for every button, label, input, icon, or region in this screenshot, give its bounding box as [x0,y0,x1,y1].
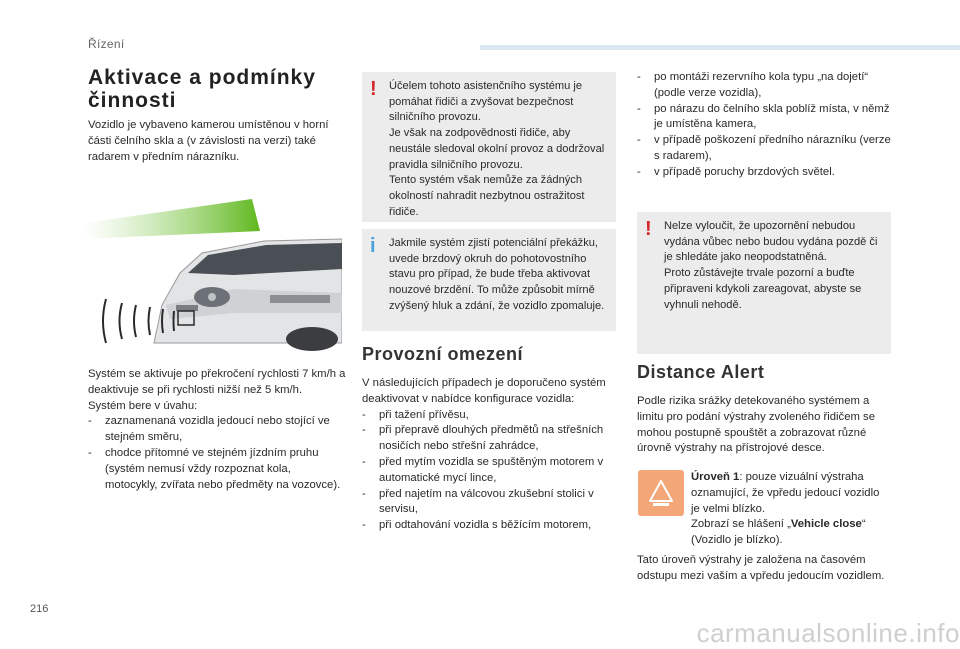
info-icon: i [370,235,376,257]
warning-text: Je však na zodpovědnosti řidiče, aby neustále sledoval okolní provoz a dodržoval pravidla silničního provozu. [389,127,605,171]
warning-box-1 [362,72,616,222]
col1-body [88,367,346,493]
camera-beam [84,199,260,239]
col2-list [362,408,618,534]
distance-alert-icon [638,470,684,516]
list-item: - zaznamenaná vozidla jedoucí nebo stojící ve stejném směru, [88,414,346,446]
warning-text: Účelem tohoto asistenčního systému je pomáhat řidiči a zvyšovat bezpečnost silničního provozu. [389,80,583,124]
col3-outro [637,553,893,585]
message-name: Vehicle close [790,518,862,531]
level1-text [691,470,891,517]
car-radar-illustration [84,193,342,353]
list-item: - při tažení přívěsu, [362,408,618,424]
col3-intro [637,394,893,457]
list-item: - při přepravě dlouhých předmětů na střešních nosičích nebo střešní zahrádce, [362,423,618,455]
level1-block [691,470,891,549]
col2-intro-text: V následujících případech je doporučeno systém deaktivovat v nabídce konfigurace vozidla: [362,377,606,405]
warning-text: Proto zůstávejte trvale pozorní a buďte připraveni kdykoli zareagovat, abyste se vyhnuli nehodě. [664,267,862,311]
level1-message [691,517,891,549]
level1-desc: : pouze vizuální výstraha oznamující, že vpředu jedoucí vozidlo je velmi blízko. [691,471,880,515]
warning-text: Nelze vyloučit, že upozornění nebudou vydána vůbec nebo budou vydána pozdě či je shledáte jako neopodstatněná. [664,220,878,264]
col3-list-block [637,70,891,181]
list-item: - před mytím vozidla se spuštěným motorem v automatické mycí lince, [362,455,618,487]
list-item: - chodce přítomné ve stejném jízdním pruhu (systém nemusí vždy rozpoznat kola, motocykly, zvířata nebo předměty na vozovce). [88,446,346,493]
section-heading-distance-alert: Distance Alert [637,362,765,382]
list-item: - po nárazu do čelního skla poblíž místa, v němž je umístěna kamera, [637,102,891,134]
header-bar [480,45,960,50]
col2-body [362,376,618,534]
message-suffix: “ (Vozidlo je blízko). [691,518,866,547]
col3-list [637,70,891,181]
warning-box-2 [637,212,891,354]
warning-icon: ! [645,218,652,240]
page-number: 216 [30,603,49,615]
col3-intro-text: Podle rizika srážky detekovaného systémem a limitu pro podání výstrahy zvoleného řidičem se mohou postupně spouštět a zobrazovat různé úrovně výstrahy na přístrojové desce. [637,395,875,455]
section-label: Řízení [88,37,125,51]
info-text: Jakmile systém zjistí potenciální překážku, uvede brzdový okruh do pohotovostního stavu pro případ, že bude třeba aktivovat nouzové brzdění. To může způsobit mírně zvýšený hluk a zdání, že vozidlo zpomaluje. [389,237,605,312]
message-prefix: Zobrazí se hlášení „ [691,518,791,531]
car-warning-icon [638,470,684,516]
col1-considers-text: Systém bere v úvahu: [88,399,198,412]
col1-speed-text: Systém se aktivuje po překročení rychlosti 7 km/h a deaktivuje se při rychlosti nižší než 5 km/h. [88,368,346,396]
info-box [362,229,616,331]
page-title: Aktivace a podmínky činnosti [88,66,316,112]
list-item: - po montáži rezervního kola typu „na dojetí“ (podle verze vozidla), [637,70,891,102]
list-item: - v případě poškození předního nárazníku (verze s radarem), [637,133,891,165]
warning-icon: ! [370,78,377,100]
col1-list [88,414,346,493]
level1-label: Úroveň 1 [691,471,740,483]
list-item: - při odtahování vozidla s běžícím motorem, [362,518,618,534]
section-heading-limits: Provozní omezení [362,344,524,364]
list-item: - před najetím na válcovou zkušební stolici v servisu, [362,487,618,519]
col1-intro [88,118,338,165]
watermark: carmanualsonline.info [696,618,960,648]
warning-text: Tento systém však nemůže za žádných okolností nahradit nezbytnou ostražitost řidiče. [389,174,585,218]
col3-outro-text: Tato úroveň výstrahy je založena na časovém odstupu mezi vaším a vpředu jedoucím vozidlem. [637,554,885,582]
list-item: - v případě poruchy brzdových světel. [637,165,891,181]
col1-intro-text: Vozidlo je vybaveno kamerou umístěnou v horní části čelního skla a (v závislosti na verzi) také radarem v předním nárazníku. [88,119,329,163]
